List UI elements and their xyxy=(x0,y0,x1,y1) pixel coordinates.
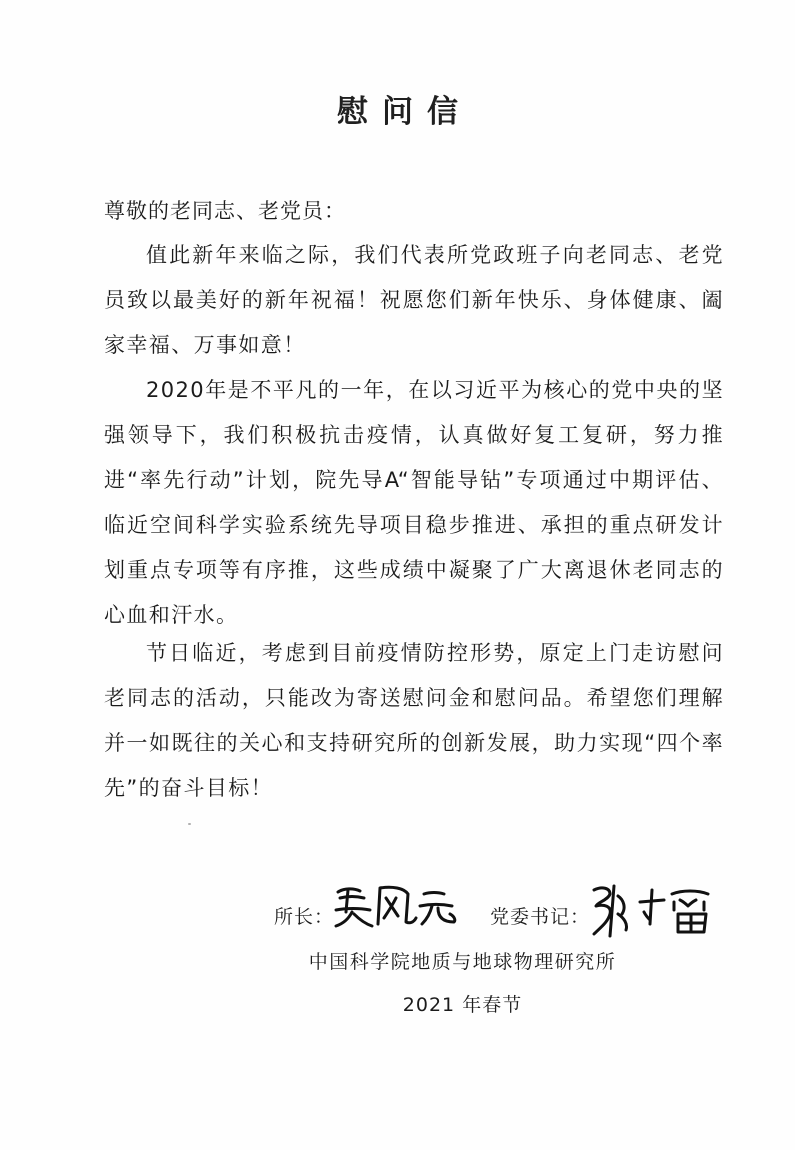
salutation: 尊敬的老同志、老党员： xyxy=(104,199,346,223)
institute-name: 中国科学院地质与地球物理研究所 xyxy=(308,951,617,973)
director-signature xyxy=(330,880,460,932)
paragraph-closing: 节日临近，考虑到目前疫情防控形势，原定上门走访慰问老同志的活动，只能改为寄送慰问金和慰问品。希望您们理解并一如既往的关心和支持研究所的创新发展，助力实现“四个率先”的奋斗目标！ xyxy=(104,641,724,800)
director-label: 所长： xyxy=(274,906,335,928)
paragraph-achievements: 2020年是不平凡的一年，在以习近平为核心的党中央的坚强领导下，我们积极抗击疫情，认真做好复工复研，努力推进“率先行动”计划，院先导A“智能导钻”专项通过中期评估、临近空间科学实验系统先导项目稳步推进、承担的重点研发计划重点专项等有序推，这些成绩中凝聚了广大离退休老同志的心血和汗水。 xyxy=(104,378,724,627)
paragraph-greeting: 值此新年来临之际，我们代表所党政班子向老同志、老党员致以最美好的新年祝福！祝愿您们新年快乐、身体健康、阖家幸福、万事如意！ xyxy=(104,243,724,357)
letter-title: 慰问信 xyxy=(337,94,472,130)
signature-row xyxy=(268,880,728,930)
secretary-label: 党委书记： xyxy=(490,906,591,928)
scan-speck xyxy=(188,823,191,825)
letter-date: 2021 年春节 xyxy=(402,994,523,1016)
secretary-signature xyxy=(588,880,718,940)
